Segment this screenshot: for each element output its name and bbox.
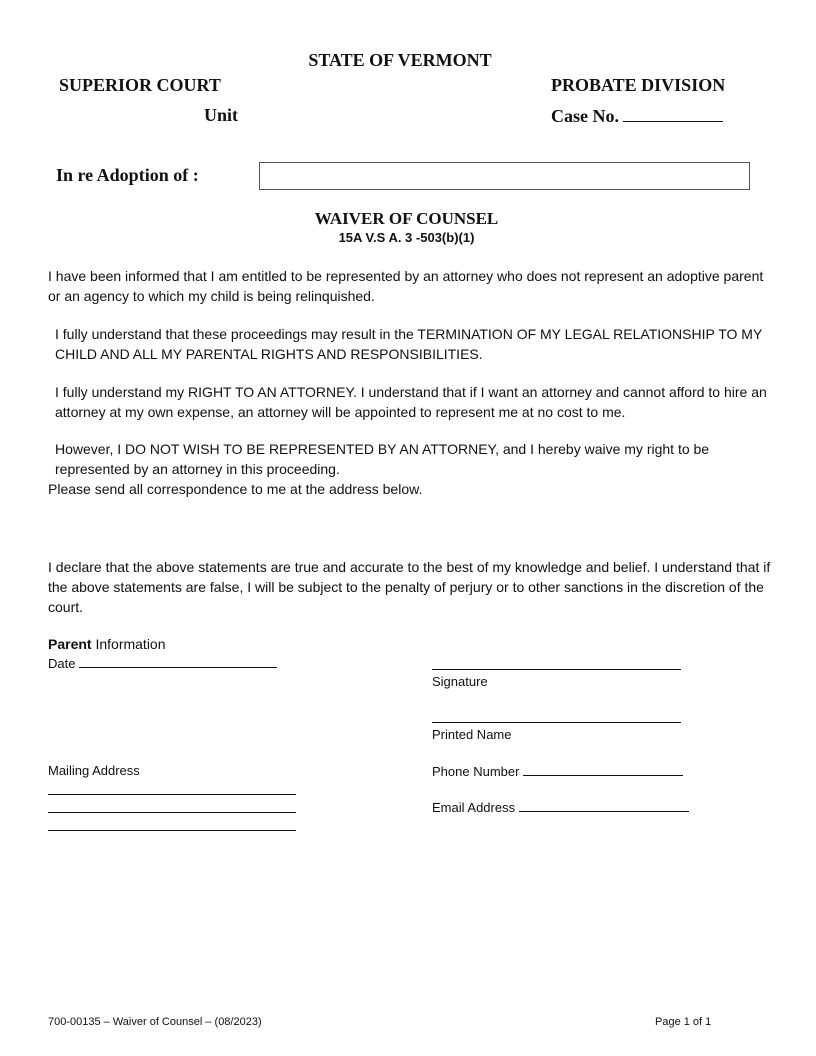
form-title: WAIVER OF COUNSEL [314,209,499,228]
adoption-name-input[interactable] [259,162,750,190]
printed-name-label: Printed Name [432,727,512,742]
date-label: Date [48,656,76,671]
mailing-address-line-3[interactable] [48,830,296,831]
paragraph-correspondence: Please send all correspondence to me at the address below. [48,481,423,497]
printed-name-line[interactable] [432,722,681,723]
paragraph-informed: I have been informed that I am entitled to be represented by an attorney who does not represent an adoptive parent or an agency to which my child is being relinquished. [48,268,764,304]
paragraph-termination: I fully understand that these proceedings may result in the TERMINATION OF MY LEGAL RELATIONSHIP TO MY CHILD AND ALL MY PARENTAL RIGHTS AND RESPONSIBILITIES. [55,326,763,362]
parent-info-heading [48,636,166,652]
parent-info-bold: Parent [48,636,92,652]
case-number-input[interactable] [623,105,723,122]
case-number-field [551,105,723,127]
unit-label: Unit [204,105,239,125]
paragraph-right-to-attorney: I fully understand my RIGHT TO AN ATTORNEY. I understand that if I want an attorney and cannot afford to hire an attorney at my own expense, an attorney will be appointed to represent me at no cost to me. [55,384,767,420]
footer-form-id: 700-00135 – Waiver of Counsel – (08/2023) [48,1016,262,1028]
statute-reference: 15A V.S A. 3 -503(b)(1) [338,230,475,245]
state-heading: STATE OF VERMONT [308,50,492,70]
case-number-label: Case No. [551,106,619,126]
mailing-address-line-1[interactable] [48,794,296,795]
phone-field [432,763,683,779]
date-field [48,655,277,671]
division-heading: PROBATE DIVISION [551,75,726,95]
signature-line[interactable] [432,669,681,670]
footer-page-number: Page 1 of 1 [655,1016,712,1028]
phone-label: Phone Number [432,764,520,779]
court-heading: SUPERIOR COURT [59,75,221,95]
mailing-address-label: Mailing Address [48,763,140,778]
mailing-address-line-2[interactable] [48,812,296,813]
email-field [432,799,689,815]
parent-info-rest: Information [91,636,166,652]
date-input[interactable] [79,655,277,668]
email-label: Email Address [432,800,516,815]
paragraph-declaration: I declare that the above statements are true and accurate to the best of my knowledge and belief. I understand that if the above statements are false, I will be subject to the penalty of perjury or to other sanctions in the discretion of the court. [48,559,771,615]
email-input[interactable] [519,799,689,812]
signature-label: Signature [432,674,488,689]
paragraph-waiver: However, I DO NOT WISH TO BE REPRESENTED BY AN ATTORNEY, and I hereby waive my right to be represented by an attorney in this proceeding. [55,441,710,477]
phone-input[interactable] [523,763,683,776]
adoption-label: In re Adoption of : [56,165,199,185]
